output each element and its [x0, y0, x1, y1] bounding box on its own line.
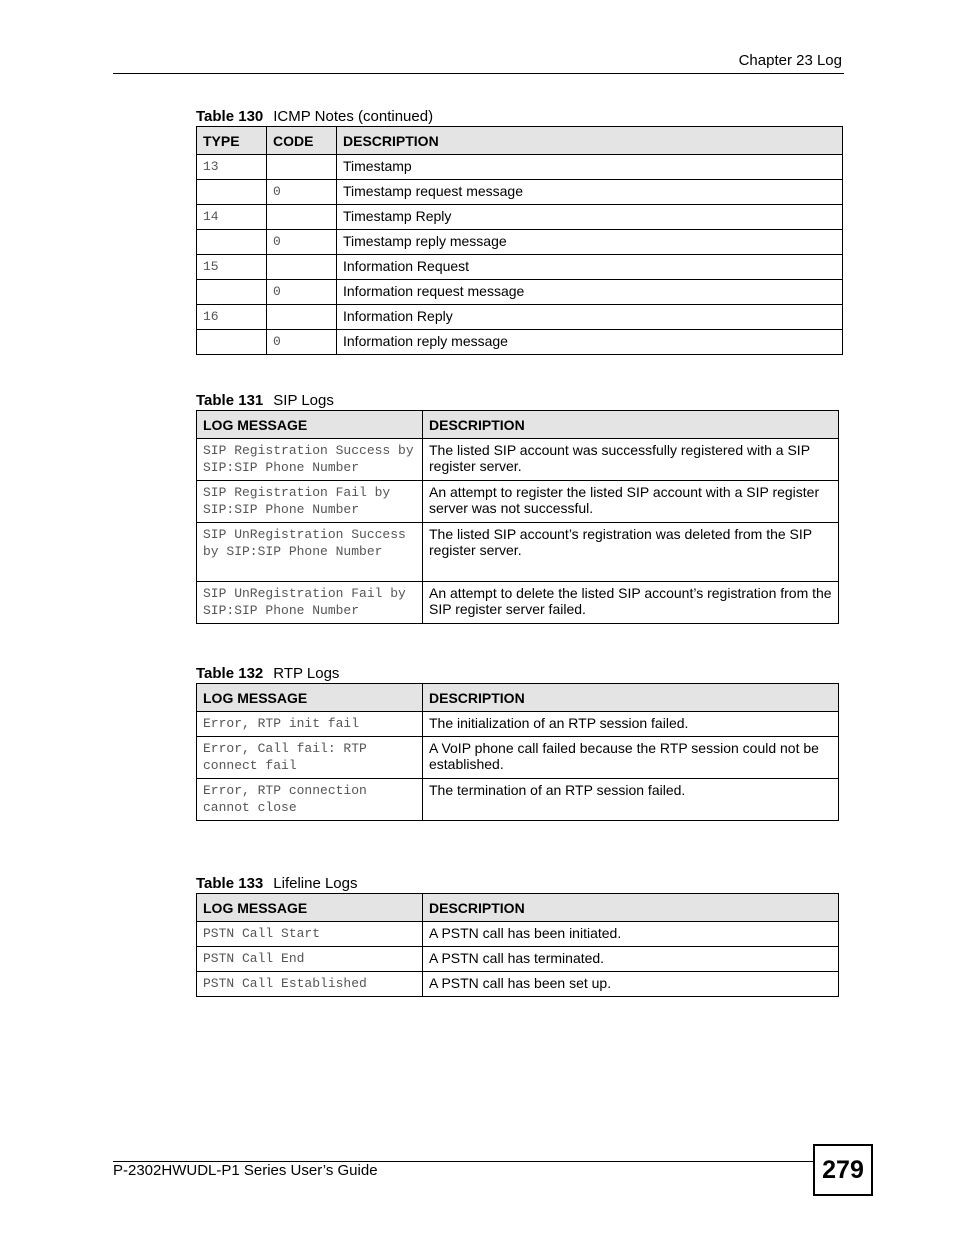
lifeline-logs-table: [196, 893, 839, 997]
table-131-block: [196, 391, 839, 624]
table-cell: SIP Registration Success by SIP:SIP Phone Number: [197, 439, 423, 481]
table-132-title: RTP Logs: [273, 665, 340, 682]
table-130-caption: [196, 107, 843, 126]
table-cell: Information request message: [337, 280, 843, 305]
table-132-label: Table 132: [196, 665, 264, 682]
table-row: [197, 779, 839, 821]
table-cell: The listed SIP account was successfully registered with a SIP register server.: [423, 439, 839, 481]
table-130-title: ICMP Notes (continued): [273, 108, 434, 125]
table-cell: Information Reply: [337, 305, 843, 330]
table-cell: An attempt to register the listed SIP account with a SIP register server was not successful.: [423, 481, 839, 523]
table-row: [197, 712, 839, 737]
table-row: [197, 947, 839, 972]
table-130-label: Table 130: [196, 108, 264, 125]
table-cell: Error, RTP connection cannot close: [197, 779, 423, 821]
table-row: [197, 255, 843, 280]
guide-title: P-2302HWUDL-P1 Series User’s Guide: [113, 1162, 378, 1179]
table-132-caption: [196, 664, 839, 683]
table-cell: 15: [197, 255, 267, 280]
table-row: [197, 523, 839, 582]
table-cell: Timestamp reply message: [337, 230, 843, 255]
table-header-row: [197, 684, 839, 712]
table-cell: 0: [267, 330, 337, 355]
table-cell: [267, 255, 337, 280]
table-cell: [267, 305, 337, 330]
table-row: [197, 230, 843, 255]
table-133-block: [196, 874, 839, 997]
table-cell: 0: [267, 180, 337, 205]
table-row: [197, 180, 843, 205]
table-cell: [267, 155, 337, 180]
table-cell: 0: [267, 280, 337, 305]
table-row: [197, 205, 843, 230]
table-row: [197, 481, 839, 523]
table-cell: [197, 230, 267, 255]
table-cell: 13: [197, 155, 267, 180]
table-cell: A PSTN call has been initiated.: [423, 922, 839, 947]
table-cell: Information reply message: [337, 330, 843, 355]
table-cell: A PSTN call has terminated.: [423, 947, 839, 972]
table-cell: 0: [267, 230, 337, 255]
column-header-log-message: LOG MESSAGE: [197, 894, 423, 922]
table-cell: The initialization of an RTP session failed.: [423, 712, 839, 737]
rtp-logs-table: [196, 683, 839, 821]
table-cell: The termination of an RTP session failed.: [423, 779, 839, 821]
table-row: [197, 155, 843, 180]
table-133-label: Table 133: [196, 875, 264, 892]
column-header-log-message: LOG MESSAGE: [197, 411, 423, 439]
table-cell: A VoIP phone call failed because the RTP session could not be established.: [423, 737, 839, 779]
page-number: 279: [813, 1144, 873, 1196]
table-header-row: [197, 894, 839, 922]
table-cell: Information Request: [337, 255, 843, 280]
table-cell: SIP UnRegistration Fail by SIP:SIP Phone Number: [197, 582, 423, 624]
table-cell: 16: [197, 305, 267, 330]
column-header-description: DESCRIPTION: [337, 127, 843, 155]
table-133-caption: [196, 874, 839, 893]
column-header-log-message: LOG MESSAGE: [197, 684, 423, 712]
table-cell: Timestamp Reply: [337, 205, 843, 230]
table-cell: [197, 180, 267, 205]
table-cell: PSTN Call Established: [197, 972, 423, 997]
icmp-notes-table: [196, 126, 843, 355]
table-cell: [197, 280, 267, 305]
table-cell: Error, Call fail: RTP connect fail: [197, 737, 423, 779]
table-row: [197, 582, 839, 624]
table-cell: Timestamp request message: [337, 180, 843, 205]
table-row: [197, 439, 839, 481]
table-131-caption: [196, 391, 839, 410]
table-cell: The listed SIP account’s registration was deleted from the SIP register server.: [423, 523, 839, 582]
column-header-description: DESCRIPTION: [423, 411, 839, 439]
chapter-header: Chapter 23 Log: [738, 52, 842, 69]
table-row: [197, 280, 843, 305]
table-cell: 14: [197, 205, 267, 230]
table-cell: SIP Registration Fail by SIP:SIP Phone Number: [197, 481, 423, 523]
table-cell: Error, RTP init fail: [197, 712, 423, 737]
column-header-description: DESCRIPTION: [423, 894, 839, 922]
table-131-label: Table 131: [196, 392, 264, 409]
header-divider: [113, 73, 844, 74]
column-header-type: TYPE: [197, 127, 267, 155]
table-cell: PSTN Call End: [197, 947, 423, 972]
table-cell: Timestamp: [337, 155, 843, 180]
column-header-code: CODE: [267, 127, 337, 155]
table-cell: A PSTN call has been set up.: [423, 972, 839, 997]
table-cell: SIP UnRegistration Success by SIP:SIP Phone Number: [197, 523, 423, 582]
table-cell: An attempt to delete the listed SIP account’s registration from the SIP register server failed.: [423, 582, 839, 624]
table-cell: PSTN Call Start: [197, 922, 423, 947]
table-row: [197, 922, 839, 947]
table-130-block: [196, 107, 843, 355]
table-133-title: Lifeline Logs: [273, 875, 358, 892]
table-row: [197, 330, 843, 355]
column-header-description: DESCRIPTION: [423, 684, 839, 712]
table-132-block: [196, 664, 839, 821]
table-row: [197, 737, 839, 779]
table-header-row: [197, 127, 843, 155]
table-row: [197, 305, 843, 330]
table-cell: [197, 330, 267, 355]
table-131-title: SIP Logs: [273, 392, 334, 409]
table-header-row: [197, 411, 839, 439]
table-cell: [267, 205, 337, 230]
table-row: [197, 972, 839, 997]
sip-logs-table: [196, 410, 839, 624]
